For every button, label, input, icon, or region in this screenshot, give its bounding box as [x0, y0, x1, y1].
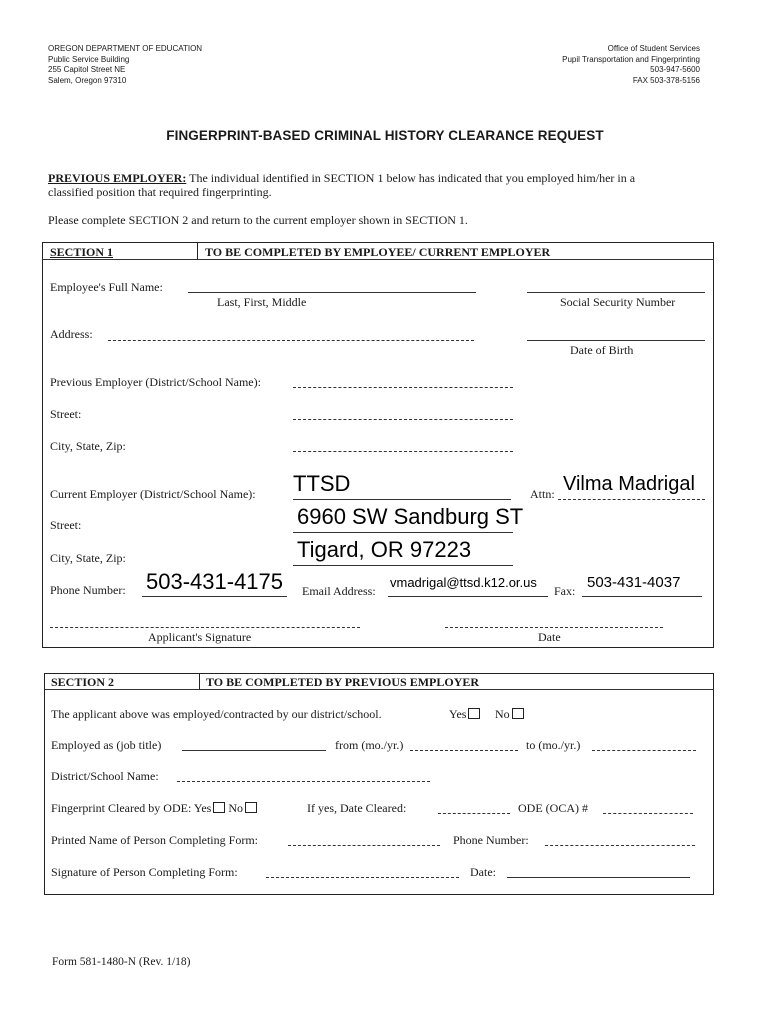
- employed-yes-option[interactable]: [449, 707, 480, 722]
- address-field[interactable]: [108, 340, 474, 341]
- fax-label: Fax:: [554, 584, 576, 598]
- intro-instruction: Please complete SECTION 2 and return to the current employer shown in SECTION 1.: [48, 213, 468, 227]
- fax-rule: [582, 596, 702, 597]
- ssn-caption: Social Security Number: [560, 295, 676, 309]
- current-city-rule: [293, 565, 513, 566]
- current-street-value[interactable]: 6960 SW Sandburg ST: [297, 504, 524, 529]
- intro-line-1: [48, 171, 635, 186]
- current-street-label: Street:: [50, 518, 82, 532]
- section-2-divider: [199, 673, 200, 689]
- applicant-signature-caption: Applicant's Signature: [148, 630, 252, 644]
- office-name: Office of Student Services: [607, 44, 700, 53]
- section-2-date-label: Date:: [470, 865, 496, 879]
- district-school-field[interactable]: [177, 781, 430, 782]
- dob-caption: Date of Birth: [570, 343, 634, 357]
- section-1-label: SECTION 1: [50, 245, 114, 259]
- previous-employer-heading: PREVIOUS EMPLOYER:: [48, 171, 187, 185]
- attn-rule: [558, 499, 705, 500]
- city-address: Salem, Oregon 97310: [48, 75, 127, 85]
- previous-employer-label: Previous Employer (District/School Name):: [50, 375, 261, 389]
- ssn-field[interactable]: [527, 292, 705, 293]
- current-street-rule: [293, 532, 513, 533]
- current-employer-value[interactable]: TTSD: [293, 471, 351, 496]
- employed-question: The applicant above was employed/contracted by our district/school.: [51, 707, 382, 721]
- section-2-signature-field[interactable]: [266, 877, 459, 878]
- office-contact-block: [562, 44, 700, 86]
- employee-name-field[interactable]: [188, 292, 476, 293]
- form-title: FINGERPRINT-BASED CRIMINAL HISTORY CLEARANCE REQUEST: [166, 128, 604, 143]
- fingerprint-cleared-label: Fingerprint Cleared by ODE:: [51, 801, 192, 815]
- job-title-label: Employed as (job title): [51, 738, 162, 752]
- from-date-field[interactable]: [410, 750, 518, 751]
- date-cleared-field[interactable]: [438, 813, 510, 814]
- ode-oca-label: ODE (OCA) #: [518, 801, 588, 815]
- fp-yes-label: Yes: [193, 801, 212, 815]
- signature-label: Signature of Person Completing Form:: [51, 865, 238, 879]
- prev-street-label: Street:: [50, 407, 82, 421]
- fingerprint-yes-checkbox[interactable]: [213, 802, 225, 813]
- from-date-label: from (mo./yr.): [335, 738, 404, 752]
- current-employer-rule: [293, 499, 511, 500]
- current-employer-label: Current Employer (District/School Name):: [50, 487, 256, 501]
- form-number: Form 581-1480-N (Rev. 1/18): [52, 956, 191, 968]
- employed-no-option[interactable]: [495, 707, 524, 722]
- printed-name-label: Printed Name of Person Completing Form:: [51, 833, 258, 847]
- department-address-block: [48, 44, 202, 86]
- office-division: Pupil Transportation and Fingerprinting: [562, 54, 700, 64]
- section-2-phone-field[interactable]: [545, 845, 695, 846]
- applicant-signature-field[interactable]: [50, 627, 360, 628]
- fingerprint-no-checkbox[interactable]: [245, 802, 257, 813]
- section-1-divider: [197, 242, 198, 259]
- employed-no-checkbox[interactable]: [512, 708, 524, 719]
- office-phone: 503-947-5600: [650, 65, 700, 74]
- fingerprint-cleared-option: [51, 801, 257, 816]
- yes-label: Yes: [449, 707, 467, 721]
- attn-label: Attn:: [530, 487, 555, 501]
- email-value[interactable]: vmadrigal@ttsd.k12.or.us: [390, 575, 537, 590]
- job-title-field[interactable]: [182, 750, 326, 751]
- phone-number-label: Phone Number:: [50, 583, 126, 597]
- attn-value[interactable]: Vilma Madrigal: [563, 473, 695, 495]
- phone-number-rule: [142, 596, 287, 597]
- street-address: 255 Capitol Street NE: [48, 65, 126, 74]
- applicant-date-field[interactable]: [445, 627, 663, 628]
- intro-line-2: classified position that required fingerprinting.: [48, 185, 272, 199]
- department-name: OREGON DEPARTMENT OF EDUCATION: [48, 44, 203, 53]
- date-cleared-label: If yes, Date Cleared:: [307, 801, 407, 815]
- section-2-heading: TO BE COMPLETED BY PREVIOUS EMPLOYER: [206, 675, 480, 689]
- section-2-phone-label: Phone Number:: [453, 833, 529, 847]
- fax-value[interactable]: 503-431-4037: [587, 574, 681, 591]
- current-city-value[interactable]: Tigard, OR 97223: [297, 537, 472, 562]
- ode-oca-field[interactable]: [603, 813, 693, 814]
- prev-city-field[interactable]: [293, 451, 513, 452]
- email-label: Email Address:: [302, 584, 376, 598]
- to-date-label: to (mo./yr.): [526, 738, 581, 752]
- intro-text-1: The individual identified in SECTION 1 below has indicated that you employed him/her in a: [189, 171, 636, 185]
- no-label: No: [495, 707, 510, 721]
- printed-name-field[interactable]: [288, 845, 440, 846]
- prev-city-label: City, State, Zip:: [50, 439, 126, 453]
- section-2-label: SECTION 2: [51, 675, 115, 689]
- employee-name-caption: Last, First, Middle: [217, 295, 307, 309]
- to-date-field[interactable]: [592, 750, 696, 751]
- district-school-label: District/School Name:: [51, 769, 159, 783]
- previous-employer-field[interactable]: [293, 387, 513, 388]
- building-name: Public Service Building: [48, 54, 130, 64]
- office-fax: FAX 503-378-5156: [632, 75, 700, 85]
- section-1-heading: TO BE COMPLETED BY EMPLOYEE/ CURRENT EMPLOYER: [205, 245, 551, 259]
- phone-number-value[interactable]: 503-431-4175: [146, 569, 284, 594]
- dob-field[interactable]: [527, 340, 705, 341]
- current-city-label: City, State, Zip:: [50, 551, 126, 565]
- email-rule: [388, 596, 548, 597]
- employed-yes-checkbox[interactable]: [468, 708, 480, 719]
- fp-no-label: No: [228, 801, 244, 815]
- employee-name-label: Employee's Full Name:: [50, 280, 163, 294]
- prev-street-field[interactable]: [293, 419, 513, 420]
- applicant-date-caption: Date: [538, 630, 561, 644]
- section-2-date-field[interactable]: [507, 877, 690, 878]
- address-label: Address:: [50, 327, 93, 341]
